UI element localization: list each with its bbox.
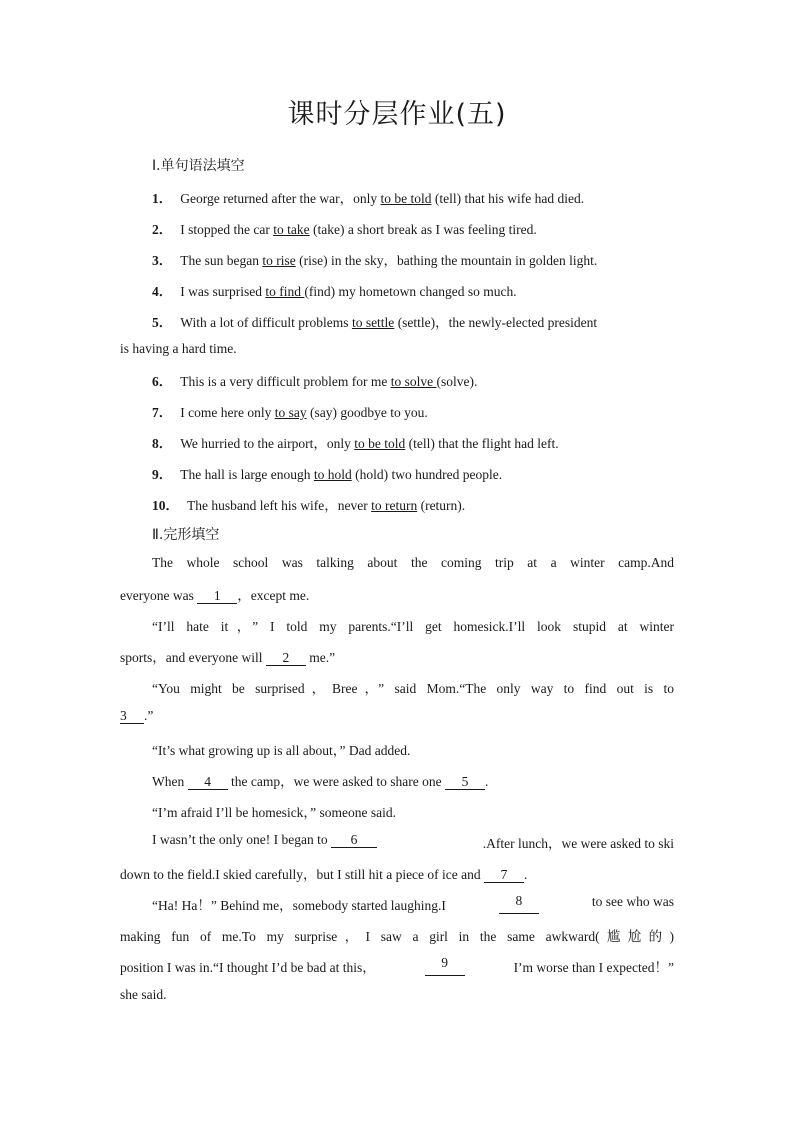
grammar-item: 8． We hurried to the airport，only to be told (tell) that the flight had left.: [152, 436, 559, 451]
answer: to return: [371, 498, 418, 513]
item-number: 5．: [152, 315, 173, 330]
grammar-item: 4． I was surprised to find (find) my hometown changed so much.: [152, 284, 517, 299]
passage-line: making fun of me.To my surprise，I saw a girl in the same awkward(尴尬的): [120, 929, 674, 944]
grammar-item: 9． The hall is large enough to hold (hold) two hundred people.: [152, 467, 503, 482]
answer: to take: [273, 222, 310, 237]
cloze-blank-8: 8: [499, 894, 539, 914]
section-1-heading: Ⅰ.单句语法填空: [152, 158, 245, 174]
grammar-item-continuation: is having a hard time.: [120, 341, 237, 356]
passage-line: “It’s what growing up is all about，” Dad added.: [152, 743, 411, 758]
grammar-item: 5． With a lot of difficult problems to settle (settle)，the newly-elected president: [152, 315, 598, 330]
passage-line: everyone was 1 ，except me.: [120, 588, 310, 603]
passage-line: When 4 the camp，we were asked to share one 5 .: [152, 774, 489, 789]
item-number: 7．: [152, 405, 173, 420]
item-number: 1．: [152, 191, 173, 206]
answer: to hold: [313, 467, 352, 482]
passage-line: position I was in.“I thought I’d be bad at this， 9 I’m worse than I expected！”: [120, 955, 674, 975]
cloze-blank-7: 7: [484, 868, 524, 883]
passage-line: “I’ll hate it，” I told my parents.“I’ll get homesick.I’ll look stupid at winter: [152, 619, 674, 634]
answer: to be told: [380, 191, 432, 206]
cloze-blank-9: 9: [425, 956, 465, 976]
passage-line: “You might be surprised，Bree，” said Mom.“The only way to find out is to: [152, 681, 674, 696]
cloze-blank-3: 3: [120, 709, 144, 724]
passage-line: sports，and everyone will 2 me.”: [120, 650, 336, 665]
answer: to settle: [351, 315, 395, 330]
answer: to find: [265, 284, 305, 299]
item-number: 9．: [152, 467, 173, 482]
page-title: 课时分层作业(五): [287, 99, 507, 130]
grammar-item: 1． George returned after the war，only to be told (tell) that his wife had died.: [152, 191, 585, 206]
item-number: 4．: [152, 284, 173, 299]
grammar-item: 10． The husband left his wife，never to return (return).: [152, 498, 466, 513]
cloze-blank-5: 5: [445, 775, 485, 790]
item-number: 8．: [152, 436, 173, 451]
section-2-heading: Ⅱ.完形填空: [152, 527, 220, 543]
passage-line: I wasn’t the only one! I began to 6 .After lunch，we were asked to ski: [152, 832, 674, 851]
passage-line: “I’m afraid I’ll be homesick，” someone said.: [152, 805, 397, 820]
item-number: 10．: [152, 498, 179, 513]
passage-line: 3 .”: [120, 708, 154, 723]
passage-line: she said.: [120, 987, 167, 1002]
grammar-item: 7． I come here only to say (say) goodbye to you.: [152, 405, 428, 420]
cloze-blank-2: 2: [266, 651, 306, 666]
grammar-item: 3． The sun began to rise (rise) in the sky，bathing the mountain in golden light.: [152, 253, 598, 268]
answer: to solve: [390, 374, 437, 389]
grammar-item: 6． This is a very difficult problem for me to solve (solve).: [152, 374, 478, 389]
item-number: 3．: [152, 253, 173, 268]
answer: to be told: [354, 436, 406, 451]
item-number: 6．: [152, 374, 173, 389]
cloze-blank-4: 4: [188, 775, 228, 790]
passage-line: “Ha! Ha！” Behind me，somebody started laughing.I 8 to see who was: [152, 893, 674, 913]
cloze-blank-6: 6: [331, 833, 377, 848]
item-number: 2．: [152, 222, 173, 237]
answer: to say: [274, 405, 307, 420]
grammar-item: 2． I stopped the car to take (take) a short break as I was feeling tired.: [152, 222, 537, 237]
passage-line: The whole school was talking about the coming trip at a winter camp.And: [152, 555, 674, 570]
answer: to rise: [262, 253, 296, 268]
cloze-blank-1: 1: [197, 589, 237, 604]
passage-line: down to the field.I skied carefully，but I still hit a piece of ice and 7 .: [120, 867, 528, 882]
